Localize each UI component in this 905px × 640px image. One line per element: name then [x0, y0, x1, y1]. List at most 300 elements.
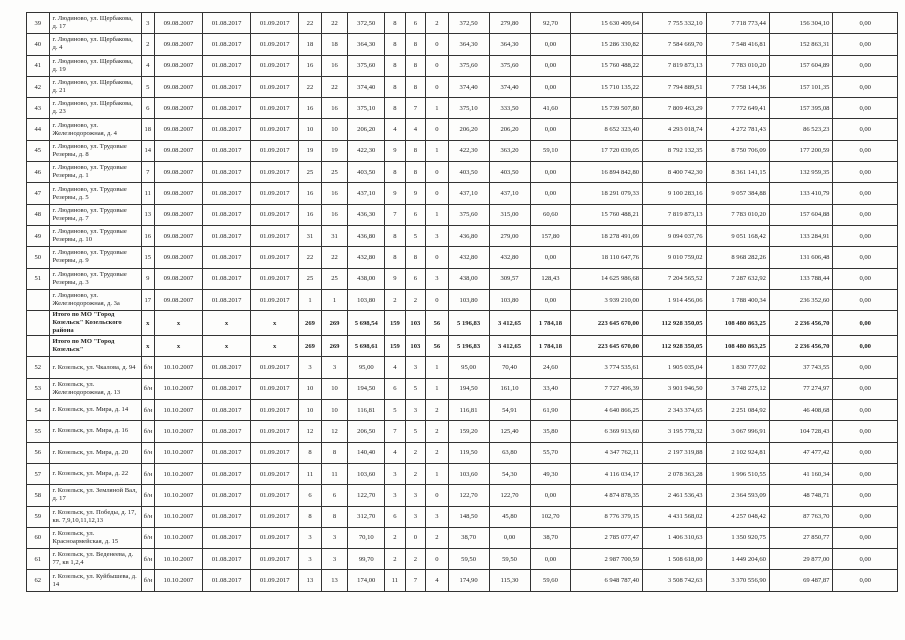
rooms-municipal-cell: 103 [405, 336, 425, 357]
table-row [27, 357, 898, 378]
table-row [27, 98, 898, 119]
local-cost-cell: 133 788,44 [769, 268, 832, 289]
residents-relocate-cell: 16 [321, 98, 348, 119]
other-cost-cell: 0,00 [833, 76, 898, 97]
rooms-municipal-cell: 2 [405, 442, 425, 463]
fund-cost-cell: 9 010 759,02 [643, 247, 706, 268]
local-cost-cell: 132 959,35 [769, 162, 832, 183]
local-cost-cell: 156 304,10 [769, 13, 832, 34]
table-row [27, 289, 898, 310]
doc-date-cell: 10.10.2007 [154, 549, 202, 570]
rooms-private-cell: 0 [426, 549, 449, 570]
deadline-date-cell: 01.09.2017 [251, 162, 299, 183]
address-cell: г. Людиново, ул. Щербакова, д. 4 [49, 34, 141, 55]
planned-date-cell: 01.08.2017 [203, 442, 251, 463]
table-row [27, 13, 898, 34]
region-cost-cell: 4 272 781,43 [706, 119, 769, 140]
planned-date-cell: 01.08.2017 [203, 76, 251, 97]
rooms-private-cell: 1 [426, 378, 449, 399]
table-row [27, 570, 898, 591]
deadline-date-cell: 01.09.2017 [251, 463, 299, 484]
residents-relocate-cell: 1 [321, 289, 348, 310]
residents-relocate-cell: 25 [321, 268, 348, 289]
rooms-private-cell: 1 [426, 463, 449, 484]
rooms-municipal-cell: 6 [405, 13, 425, 34]
deadline-date-cell: 01.09.2017 [251, 289, 299, 310]
local-cost-cell: 133 284,91 [769, 225, 832, 246]
residents-relocate-cell: 12 [321, 421, 348, 442]
residents-count-cell: 11 [299, 463, 322, 484]
other-cost-cell: 0,00 [833, 225, 898, 246]
address-cell: г. Людиново, ул. Железнодорожная, д. 3а [49, 289, 141, 310]
rooms-total-cell: 7 [385, 204, 405, 225]
region-cost-cell: 108 480 863,25 [706, 336, 769, 357]
region-cost-cell: 1 996 510,55 [706, 463, 769, 484]
municipal-area-cell: 206,20 [489, 119, 530, 140]
relocate-area-cell: 422,30 [448, 140, 489, 161]
residents-relocate-cell: 269 [321, 336, 348, 357]
relocate-area-cell: 95,00 [448, 357, 489, 378]
deadline-date-cell: 01.09.2017 [251, 378, 299, 399]
region-cost-cell: 1 788 400,34 [706, 289, 769, 310]
region-cost-cell: 2 251 084,92 [706, 400, 769, 421]
address-cell: г. Людиново, ул. Щербакова, д. 17 [49, 13, 141, 34]
row-number-cell: 40 [27, 34, 50, 55]
doc-number-cell: 13 [141, 204, 154, 225]
total-row [27, 311, 898, 336]
local-cost-cell: 177 200,59 [769, 140, 832, 161]
rooms-total-cell: 8 [385, 34, 405, 55]
rooms-total-cell: 2 [385, 527, 405, 548]
planned-date-cell: 01.08.2017 [203, 268, 251, 289]
municipal-area-cell: 333,50 [489, 98, 530, 119]
address-cell: Итого по МО "Город Козельск" [49, 336, 141, 357]
other-cost-cell: 0,00 [833, 549, 898, 570]
municipal-area-cell: 315,00 [489, 204, 530, 225]
residents-relocate-cell: 31 [321, 225, 348, 246]
residents-count-cell: 25 [299, 268, 322, 289]
total-cost-cell: 17 720 039,05 [571, 140, 643, 161]
doc-date-cell: 09.08.2007 [154, 55, 202, 76]
relocate-area-cell: 5 196,83 [448, 311, 489, 336]
rooms-private-cell: 2 [426, 527, 449, 548]
other-cost-cell: 0,00 [833, 183, 898, 204]
row-number-cell: 52 [27, 357, 50, 378]
doc-date-cell: 09.08.2007 [154, 98, 202, 119]
doc-number-cell: 6 [141, 98, 154, 119]
rooms-private-cell: 1 [426, 204, 449, 225]
relocate-area-cell: 372,50 [448, 13, 489, 34]
rooms-municipal-cell: 6 [405, 204, 425, 225]
doc-date-cell: 09.08.2007 [154, 34, 202, 55]
row-number-cell: 62 [27, 570, 50, 591]
fund-cost-cell: 9 100 283,16 [643, 183, 706, 204]
rooms-total-cell: 8 [385, 225, 405, 246]
table-row [27, 162, 898, 183]
resettlement-register-table [26, 12, 898, 592]
deadline-date-cell: 01.09.2017 [251, 55, 299, 76]
total-cost-cell: 18 291 079,33 [571, 183, 643, 204]
address-cell: г. Людиново, ул. Щербакова, д. 19 [49, 55, 141, 76]
deadline-date-cell: x [251, 311, 299, 336]
private-area-cell: 35,80 [530, 421, 571, 442]
doc-number-cell: x [141, 336, 154, 357]
total-cost-cell: 18 278 491,09 [571, 225, 643, 246]
rooms-municipal-cell: 2 [405, 549, 425, 570]
total-cost-cell: 6 369 913,60 [571, 421, 643, 442]
private-area-cell: 24,60 [530, 357, 571, 378]
rooms-municipal-cell: 7 [405, 98, 425, 119]
total-area-cell: 5 698,54 [348, 311, 385, 336]
relocate-area-cell: 364,30 [448, 34, 489, 55]
other-cost-cell: 0,00 [833, 485, 898, 506]
region-cost-cell: 3 370 556,90 [706, 570, 769, 591]
total-area-cell: 5 698,61 [348, 336, 385, 357]
rooms-municipal-cell: 8 [405, 140, 425, 161]
private-area-cell: 0,00 [530, 119, 571, 140]
relocate-area-cell: 374,40 [448, 76, 489, 97]
rooms-private-cell: 2 [426, 421, 449, 442]
residents-relocate-cell: 16 [321, 55, 348, 76]
total-area-cell: 95,00 [348, 357, 385, 378]
residents-count-cell: 8 [299, 506, 322, 527]
address-cell: г. Козельск, ул. Железнодорожная, д. 13 [49, 378, 141, 399]
municipal-area-cell: 363,20 [489, 140, 530, 161]
doc-number-cell: 3 [141, 13, 154, 34]
table-row [27, 527, 898, 548]
municipal-area-cell: 45,80 [489, 506, 530, 527]
local-cost-cell: 29 877,00 [769, 549, 832, 570]
other-cost-cell: 0,00 [833, 357, 898, 378]
municipal-area-cell: 54,91 [489, 400, 530, 421]
local-cost-cell: 77 274,97 [769, 378, 832, 399]
residents-relocate-cell: 3 [321, 527, 348, 548]
doc-number-cell: x [141, 311, 154, 336]
rooms-private-cell: 2 [426, 13, 449, 34]
table-row [27, 204, 898, 225]
residents-relocate-cell: 10 [321, 400, 348, 421]
doc-date-cell: 09.08.2007 [154, 76, 202, 97]
table-row [27, 119, 898, 140]
region-cost-cell: 2 364 593,09 [706, 485, 769, 506]
doc-number-cell: 7 [141, 162, 154, 183]
deadline-date-cell: 01.09.2017 [251, 485, 299, 506]
rooms-total-cell: 9 [385, 183, 405, 204]
fund-cost-cell: 1 508 618,00 [643, 549, 706, 570]
rooms-municipal-cell: 6 [405, 268, 425, 289]
local-cost-cell: 86 523,23 [769, 119, 832, 140]
region-cost-cell: 1 830 777,02 [706, 357, 769, 378]
address-cell: Итого по МО "Город Козельск" Козельского района [49, 311, 141, 336]
region-cost-cell: 7 548 416,81 [706, 34, 769, 55]
total-cost-cell: 2 785 077,47 [571, 527, 643, 548]
region-cost-cell: 7 287 632,92 [706, 268, 769, 289]
rooms-private-cell: 0 [426, 485, 449, 506]
private-area-cell: 33,40 [530, 378, 571, 399]
table-row [27, 55, 898, 76]
other-cost-cell: 0,00 [833, 140, 898, 161]
planned-date-cell: 01.08.2017 [203, 140, 251, 161]
residents-count-cell: 269 [299, 311, 322, 336]
residents-relocate-cell: 11 [321, 463, 348, 484]
private-area-cell: 0,00 [530, 183, 571, 204]
municipal-area-cell: 374,40 [489, 76, 530, 97]
rooms-municipal-cell: 9 [405, 183, 425, 204]
local-cost-cell: 157 604,89 [769, 55, 832, 76]
total-area-cell: 103,60 [348, 463, 385, 484]
private-area-cell: 1 784,18 [530, 311, 571, 336]
address-cell: г. Людиново, ул. Трудовые Резервы, д. 10 [49, 225, 141, 246]
residents-count-cell: 8 [299, 442, 322, 463]
relocate-area-cell: 174,90 [448, 570, 489, 591]
total-area-cell: 122,70 [348, 485, 385, 506]
municipal-area-cell: 279,80 [489, 13, 530, 34]
local-cost-cell: 2 236 456,70 [769, 311, 832, 336]
row-number-cell: 39 [27, 13, 50, 34]
doc-number-cell: 15 [141, 247, 154, 268]
municipal-area-cell: 309,57 [489, 268, 530, 289]
rooms-private-cell: 1 [426, 140, 449, 161]
private-area-cell: 1 784,18 [530, 336, 571, 357]
address-cell: г. Людиново, ул. Трудовые Резервы, д. 5 [49, 183, 141, 204]
rooms-total-cell: 159 [385, 311, 405, 336]
planned-date-cell: 01.08.2017 [203, 485, 251, 506]
private-area-cell: 0,00 [530, 549, 571, 570]
region-cost-cell: 3 748 275,12 [706, 378, 769, 399]
total-area-cell: 116,81 [348, 400, 385, 421]
residents-count-cell: 13 [299, 570, 322, 591]
planned-date-cell: 01.08.2017 [203, 549, 251, 570]
doc-date-cell: x [154, 336, 202, 357]
doc-date-cell: 10.10.2007 [154, 421, 202, 442]
address-cell: г. Людиново, ул. Трудовые Резервы, д. 8 [49, 140, 141, 161]
total-area-cell: 364,30 [348, 34, 385, 55]
total-area-cell: 140,40 [348, 442, 385, 463]
private-area-cell: 0,00 [530, 55, 571, 76]
rooms-municipal-cell: 5 [405, 421, 425, 442]
total-area-cell: 174,00 [348, 570, 385, 591]
other-cost-cell: 0,00 [833, 463, 898, 484]
fund-cost-cell: 7 819 873,13 [643, 204, 706, 225]
region-cost-cell: 4 257 048,42 [706, 506, 769, 527]
residents-count-cell: 22 [299, 76, 322, 97]
row-number-cell: 61 [27, 549, 50, 570]
municipal-area-cell: 125,40 [489, 421, 530, 442]
address-cell: г. Людиново, ул. Трудовые Резервы, д. 9 [49, 247, 141, 268]
table-row [27, 183, 898, 204]
fund-cost-cell: 1 406 310,63 [643, 527, 706, 548]
residents-relocate-cell: 10 [321, 378, 348, 399]
fund-cost-cell: 7 819 873,13 [643, 55, 706, 76]
total-cost-cell: 4 874 878,35 [571, 485, 643, 506]
deadline-date-cell: 01.09.2017 [251, 570, 299, 591]
planned-date-cell: 01.08.2017 [203, 400, 251, 421]
rooms-total-cell: 8 [385, 98, 405, 119]
doc-date-cell: 09.08.2007 [154, 204, 202, 225]
doc-number-cell: 11 [141, 183, 154, 204]
residents-relocate-cell: 19 [321, 140, 348, 161]
total-cost-cell: 15 739 507,80 [571, 98, 643, 119]
total-area-cell: 194,50 [348, 378, 385, 399]
rooms-private-cell: 2 [426, 442, 449, 463]
other-cost-cell: 0,00 [833, 442, 898, 463]
doc-number-cell: 17 [141, 289, 154, 310]
region-cost-cell: 1 350 920,75 [706, 527, 769, 548]
fund-cost-cell: 3 195 778,32 [643, 421, 706, 442]
private-area-cell: 38,70 [530, 527, 571, 548]
fund-cost-cell: 7 584 669,70 [643, 34, 706, 55]
other-cost-cell: 0,00 [833, 247, 898, 268]
residents-relocate-cell: 269 [321, 311, 348, 336]
planned-date-cell: 01.08.2017 [203, 55, 251, 76]
doc-number-cell: 2 [141, 34, 154, 55]
local-cost-cell: 47 477,42 [769, 442, 832, 463]
private-area-cell: 0,00 [530, 247, 571, 268]
doc-date-cell: 10.10.2007 [154, 442, 202, 463]
region-cost-cell: 2 102 924,81 [706, 442, 769, 463]
fund-cost-cell: 4 293 018,74 [643, 119, 706, 140]
total-area-cell: 206,50 [348, 421, 385, 442]
planned-date-cell: 01.08.2017 [203, 162, 251, 183]
municipal-area-cell: 54,30 [489, 463, 530, 484]
doc-date-cell: 10.10.2007 [154, 378, 202, 399]
residents-count-cell: 3 [299, 357, 322, 378]
residents-count-cell: 3 [299, 549, 322, 570]
fund-cost-cell: 2 343 374,65 [643, 400, 706, 421]
fund-cost-cell: 112 928 350,05 [643, 311, 706, 336]
rooms-private-cell: 3 [426, 225, 449, 246]
other-cost-cell: 0,00 [833, 55, 898, 76]
rooms-municipal-cell: 8 [405, 34, 425, 55]
planned-date-cell: x [203, 336, 251, 357]
row-number-cell [27, 336, 50, 357]
rooms-total-cell: 3 [385, 485, 405, 506]
municipal-area-cell: 432,80 [489, 247, 530, 268]
table-row [27, 225, 898, 246]
doc-number-cell: б/н [141, 527, 154, 548]
total-cost-cell: 15 630 409,64 [571, 13, 643, 34]
planned-date-cell: 01.08.2017 [203, 463, 251, 484]
deadline-date-cell: 01.09.2017 [251, 421, 299, 442]
total-cost-cell: 3 774 535,61 [571, 357, 643, 378]
doc-number-cell: б/н [141, 400, 154, 421]
municipal-area-cell: 59,50 [489, 549, 530, 570]
residents-relocate-cell: 3 [321, 357, 348, 378]
rooms-municipal-cell: 3 [405, 485, 425, 506]
residents-count-cell: 16 [299, 204, 322, 225]
relocate-area-cell: 159,20 [448, 421, 489, 442]
total-cost-cell: 14 625 986,68 [571, 268, 643, 289]
planned-date-cell: 01.08.2017 [203, 13, 251, 34]
rooms-private-cell: 3 [426, 268, 449, 289]
fund-cost-cell: 112 928 350,05 [643, 336, 706, 357]
planned-date-cell: 01.08.2017 [203, 34, 251, 55]
relocate-area-cell: 5 196,83 [448, 336, 489, 357]
table-row [27, 485, 898, 506]
rooms-municipal-cell: 3 [405, 400, 425, 421]
local-cost-cell: 236 352,60 [769, 289, 832, 310]
residents-relocate-cell: 10 [321, 119, 348, 140]
residents-relocate-cell: 22 [321, 247, 348, 268]
residents-relocate-cell: 18 [321, 34, 348, 55]
doc-date-cell: 10.10.2007 [154, 400, 202, 421]
rooms-municipal-cell: 4 [405, 119, 425, 140]
doc-date-cell: 10.10.2007 [154, 485, 202, 506]
rooms-private-cell: 0 [426, 76, 449, 97]
deadline-date-cell: 01.09.2017 [251, 119, 299, 140]
table-row [27, 140, 898, 161]
fund-cost-cell: 1 914 456,06 [643, 289, 706, 310]
doc-number-cell: б/н [141, 357, 154, 378]
private-area-cell: 59,60 [530, 570, 571, 591]
relocate-area-cell: 59,50 [448, 549, 489, 570]
total-area-cell: 206,20 [348, 119, 385, 140]
other-cost-cell: 0,00 [833, 527, 898, 548]
doc-date-cell: 10.10.2007 [154, 570, 202, 591]
address-cell: г. Людиново, ул. Трудовые Резервы, д. 1 [49, 162, 141, 183]
table-row [27, 463, 898, 484]
row-number-cell: 42 [27, 76, 50, 97]
other-cost-cell: 0,00 [833, 378, 898, 399]
total-area-cell: 375,60 [348, 55, 385, 76]
rooms-private-cell: 0 [426, 55, 449, 76]
row-number-cell: 50 [27, 247, 50, 268]
rooms-total-cell: 4 [385, 119, 405, 140]
local-cost-cell: 48 748,71 [769, 485, 832, 506]
residents-count-cell: 25 [299, 162, 322, 183]
address-cell: г. Козельск, ул. Веденеева, д. 77, кв 1,2,4 [49, 549, 141, 570]
doc-date-cell: 10.10.2007 [154, 506, 202, 527]
total-area-cell: 422,30 [348, 140, 385, 161]
private-area-cell: 0,00 [530, 34, 571, 55]
other-cost-cell: 0,00 [833, 570, 898, 591]
planned-date-cell: 01.08.2017 [203, 506, 251, 527]
region-cost-cell: 9 051 168,42 [706, 225, 769, 246]
fund-cost-cell: 7 755 332,10 [643, 13, 706, 34]
total-cost-cell: 4 640 866,25 [571, 400, 643, 421]
deadline-date-cell: x [251, 336, 299, 357]
rooms-municipal-cell: 8 [405, 162, 425, 183]
deadline-date-cell: 01.09.2017 [251, 204, 299, 225]
table-row [27, 247, 898, 268]
municipal-area-cell: 3 412,65 [489, 336, 530, 357]
doc-number-cell: б/н [141, 421, 154, 442]
table-row [27, 442, 898, 463]
row-number-cell [27, 289, 50, 310]
rooms-private-cell: 1 [426, 98, 449, 119]
local-cost-cell: 157 395,08 [769, 98, 832, 119]
residents-relocate-cell: 13 [321, 570, 348, 591]
rooms-private-cell: 3 [426, 506, 449, 527]
deadline-date-cell: 01.09.2017 [251, 549, 299, 570]
total-cost-cell: 3 939 210,00 [571, 289, 643, 310]
deadline-date-cell: 01.09.2017 [251, 34, 299, 55]
relocate-area-cell: 403,50 [448, 162, 489, 183]
rooms-total-cell: 8 [385, 76, 405, 97]
rooms-total-cell: 7 [385, 421, 405, 442]
row-number-cell: 49 [27, 225, 50, 246]
rooms-municipal-cell: 2 [405, 289, 425, 310]
planned-date-cell: 01.08.2017 [203, 98, 251, 119]
municipal-area-cell: 375,60 [489, 55, 530, 76]
doc-date-cell: 10.10.2007 [154, 527, 202, 548]
private-area-cell: 0,00 [530, 485, 571, 506]
planned-date-cell: 01.08.2017 [203, 183, 251, 204]
local-cost-cell: 131 606,48 [769, 247, 832, 268]
planned-date-cell: 01.08.2017 [203, 289, 251, 310]
region-cost-cell: 8 968 282,26 [706, 247, 769, 268]
other-cost-cell: 0,00 [833, 204, 898, 225]
